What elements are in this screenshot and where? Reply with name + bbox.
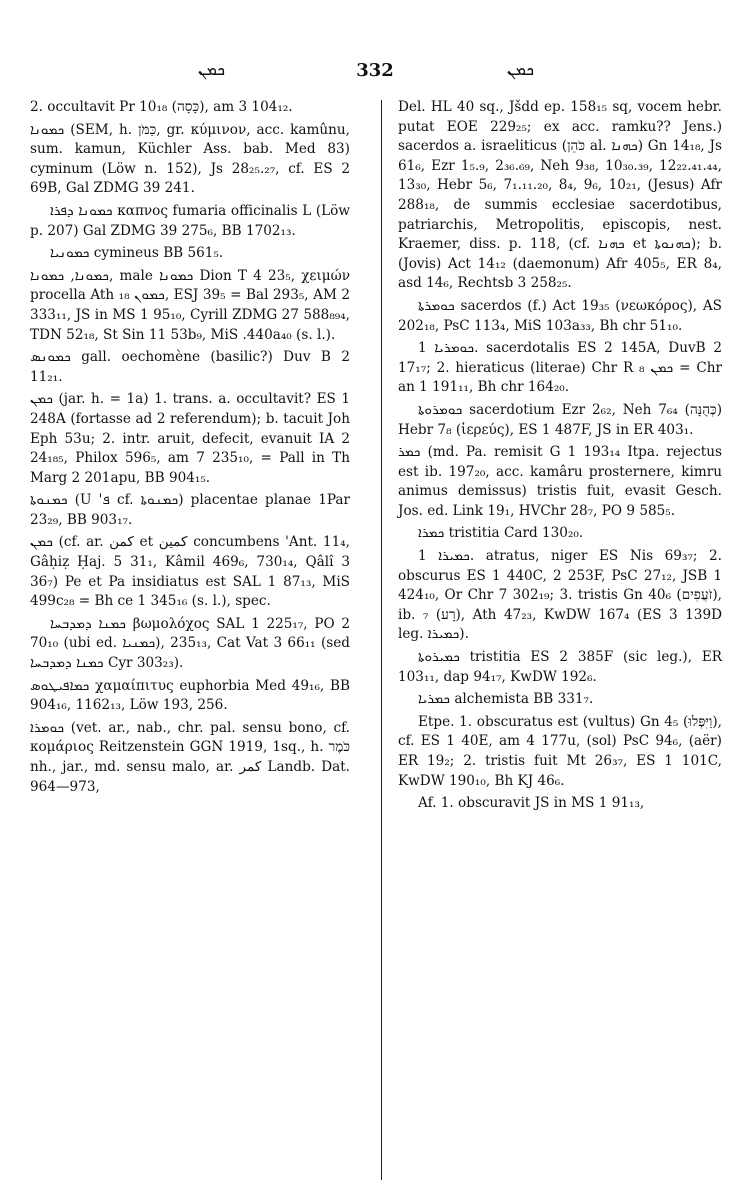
entry: ܟܡܘܢܣ gall. oechomène (basilic?) Duv B 2 11₂₁. — [30, 349, 350, 385]
right-column — [398, 98, 722, 817]
entry: ܟܘܡܪܬܐ sacerdos (f.) Act 19₃₅ (νεωκόρος), AS 202₁₈, PsC 113₄, MiS 103a₃₃, Bh chr 51₁₀. — [398, 297, 722, 334]
entry: ܟܡܪܝܐ alchemista BB 331₇. — [418, 691, 594, 708]
page-number: 332 — [356, 60, 394, 81]
entry: ܟܡܘܢܐ (SEM, h. כַּמֹּן, gr. κύμινον, acc. kamûnu, sum. kamun, Küchler Ass. bab. Med 83) cyminum (Löw n. 152), Js 28₂₅.₂₇, cf. ES 2 69B, Gal ZDMG 39 241. — [30, 121, 350, 197]
entry: 2. occultavit Pr 10₁₈ (כָּסָה), am 3 104₁₂. — [30, 99, 293, 115]
entry: ܟܘܡܪܝܐ 1. sacerdotalis ES 2 145A, DuvB 2 17₁₇; 2. hieraticus (literae) Chr R ܟܡܢ ₈ = Chr an 1 191₁₁, Bh chr 164₂₀. — [398, 340, 722, 396]
entry: ܟܡܢܘܬܐ (U 'ܦ cf. ܟܡܢܘܬܐ) placentae planae 1Par 23₂₉, BB 903₁₇. — [30, 492, 351, 528]
entry: ܟܡܢ (cf. ar. كمن et كمين concumbens 'Ant. 11₄, Gâḥiẓ Ḥaj. 5 31₁, Kâmil 469₆, 730₁₄, Qâlî 3 36₇) Pe et Pa insidiatus est SAL 1 87₁₃, MiS 499c₂₈ = Bh ce 1 345₁₆ (s. l.), spec. — [30, 534, 350, 610]
column-divider — [381, 100, 382, 1180]
entry: Del. HL 40 sq., Jšdd ep. 158₁₅ sq, vocem hebr. putat EOE 229₂₅; ex acc. ramku?? Jens.) sacerdos a. israeliticus (כֹּהֵן al. ܟܗܢܐ) Gn 14₁₈, Js 61₆, Ezr 1₅.₉, 2₃₆.₆₉, Neh 9₃₈, 10₃₀.₃₉, 12₂₂.₄₁.₄₄, 13₃₀, Hebr 5₆, 7₁.₁₁.₂₀, 8₄, 9₆, 10₂₁, (Jesus) Afr 288₁₈, de summis ecclesiae sacerdotibus, patriarchis, Metropolitis, episcopis, nest. Kraemer, diss. p. 118, (cf. ܟܗܢܐ et ܟܗܢܘܬܐ); b. (Jovis) Act 14₁₂ (daemonum) Afr 405₅, ER 8₄, asd 14₆, Rechtsb 3 258₂₅. — [398, 99, 722, 292]
entry: ܟܘܡܪܐ (vet. ar., nab., chr. pal. sensu bono, cf. κομάριος Reitzenstein GGN 1919, 1sq., h. כֹּמֶר nh., jar., md. sensu malo, ar. كمر Landb. Dat. 964—973, — [30, 719, 350, 795]
entry: ܟܡܘܢܐ, ܟܡܘܢܐ, male ܟܡܘܢܐ Dion T 4 23₅, χειμών procella Ath ܟܡܘܢ ₁₈, ESJ 39₅ = Bal 293₅, AM 2 333₁₁, JS in MS 1 95₁₀, Cyrill ZDMG 27 588₈₉₄, TDN 52₁₈, St Sin 11 53b₉, MiS .440a₄₀ (s. l.). — [30, 267, 351, 343]
entry: ܟܡܪ (md. Pa. remisit G 1 193₁₄ Itpa. rejectus est ib. 197₂₀, acc. kamâru prosternere, kimru animus demissus) tristis fuit, evasit Gesch. Jos. ed. Link 19₁, HVChr 28₇, PO 9 585₅. — [398, 444, 722, 519]
left-column — [30, 98, 350, 800]
entry: Etpe. 1. obscuratus est (vultus) Gn 4₅ (וַיִּפְּלוּ), cf. ES 1 40E, am 4 177u, (sol) PsC 94₆, (aër) ER 19₂; 2. tristis fuit Mt 26₃₇, ES 1 101C, KwDW 190₁₀, Bh KJ 46₆. — [398, 713, 722, 789]
entry: Af. 1. obscuravit JS in MS 1 91₁₃, — [418, 795, 645, 812]
entry: ܟܡܪܐ tristitia Card 130₂₀. — [418, 525, 584, 542]
header-left-word: ܟܡܢ — [198, 60, 226, 79]
entry: ܟܡܘܢܝܐ cymineus BB 561₅. — [50, 245, 224, 262]
entry: ܟܘܡܪܘܬܐ sacerdotium Ezr 2₆₂, Neh 7₆₄ (כְּהֻנָּה) Hebr 7₈ (ἱερεύς), ES 1 487F, JS in ER 403₁. — [398, 401, 722, 438]
entry: ܟܡܘܢܐ ܕܦܪܐ καπνος fumaria officinalis L (Löw p. 207) Gal ZDMG 39 275₆, BB 1702₁₃. — [30, 202, 350, 239]
page-header — [40, 60, 710, 88]
header-right-word: ܟܡܢ — [506, 60, 534, 79]
entry: ܟܡܢ (jar. h. = 1a) 1. trans. a. occultavit? ES 1 248A (fortasse ad 2 referendum); b. tacuit Joh Eph 53u; 2. intr. aruit, defecit, evanuit IA 2 24₁₈₅, Philox 596₅, am 7 235₁₀, = Pall in Th Marg 2 201apu, BB 904₁₅. — [30, 391, 350, 486]
entry: ܟܡܝܪܐ 1. atratus, niger ES Nis 69₃₇; 2. obscurus ES 1 440C, 2 253F, PsC 27₁₂, JSB 1 424₁₀, Or Chr 7 302₁₉; 3. tristis Gn 40₆ (זֹעֲפִים), ib. ₇ (רָע), Ath 47₂₃, KwDW 167₄ (ES 3 139D leg. ܟܡܝܪܐ). — [398, 548, 723, 643]
entry: ܟܡܢܐ ܕܡܕܒܚܐ βωμολόχος SAL 1 225₁₇, PO 2 70₁₀ (ubi ed. ܟܡܢܝܐ), 235₁₃, Cat Vat 3 66₁₁ (sed ܟܡܢܐ ܕܡܕܒܚܐ Cyr 303₂₃). — [30, 615, 350, 672]
entry: ܟܡܐܦܝܛܘܣ χαμαίπιτυς euphorbia Med 49₁₆, BB 904₁₆, 1162₁₃, Löw 193, 256. — [30, 677, 350, 714]
entry: ܟܡܝܪܘܬܐ tristitia ES 2 385F (sic leg.), ER 103₁₁, dap 94₁₇, KwDW 192₆. — [398, 649, 722, 685]
